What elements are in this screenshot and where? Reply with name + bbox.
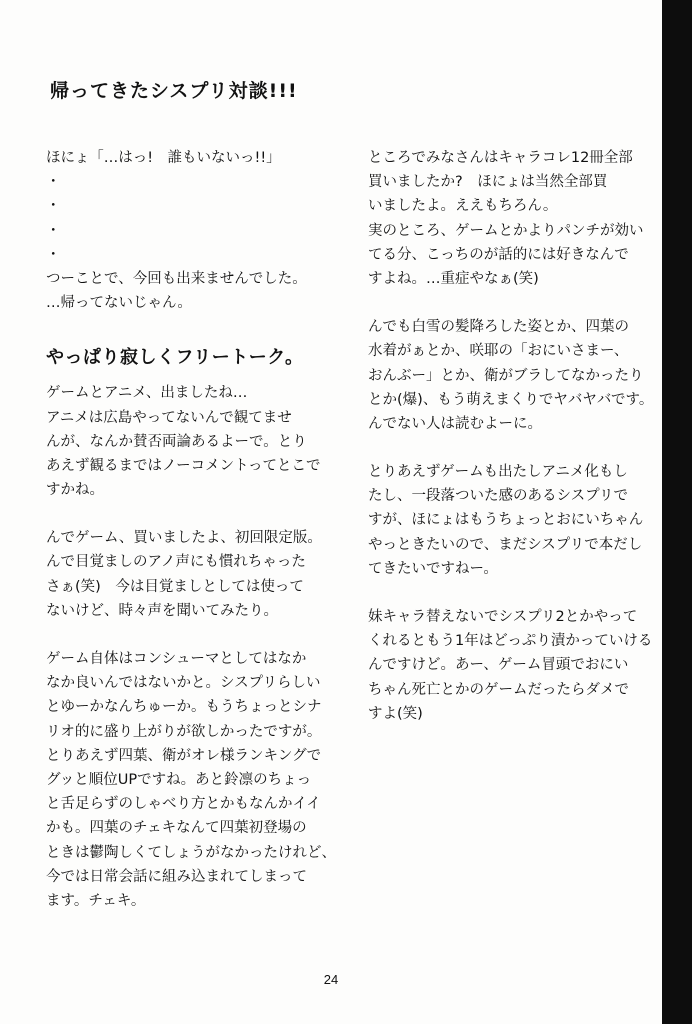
text-line: すよ(笑) xyxy=(368,705,423,722)
text-line: 水着がぁとか、咲耶の「おにいさまー、 xyxy=(368,343,629,360)
text-line: たし、一段落ついた感のあるシスプリで xyxy=(368,488,628,505)
left-column xyxy=(46,146,346,913)
text-line: 実のところ、ゲームとかよりパンチが効い xyxy=(368,222,644,239)
left-block-3 xyxy=(46,526,346,623)
text-line: ゲームとアニメ、出ましたね… xyxy=(46,385,248,402)
text-line: あえず観るまではノーコメントってとこで xyxy=(46,457,321,474)
left-block-2 xyxy=(46,381,346,502)
text-line: かも。四葉のチェキなんて四葉初登場の xyxy=(46,820,307,837)
text-line: おんぶー」とか、衛がブラしてなかったり xyxy=(368,367,644,384)
text-line: ところでみなさんはキャラコレ12冊全部 xyxy=(368,150,633,166)
text-line: ちゃん死亡とかのゲームだったらダメで xyxy=(368,681,629,698)
text-line: とゆーかなんちゅーか。もうちょっとシナ xyxy=(46,699,322,716)
spacer xyxy=(46,315,346,339)
text-line: 妹キャラ替えないでシスプリ2とかやって xyxy=(368,609,638,625)
page-number: 24 xyxy=(323,972,339,987)
text-line: 買いましたか? ほにょは当然全部買 xyxy=(368,174,608,191)
text-line: ないけど、時々声を聞いてみたり。 xyxy=(46,602,278,619)
text-line: くれるともう1年はどっぷり漬かっていける xyxy=(368,633,653,650)
text-line: つーことで、今回も出来ませんでした。 xyxy=(46,270,307,287)
spacer xyxy=(368,581,668,605)
text-line: とか(爆)、もう萌えまくりでヤバヤバです。 xyxy=(368,391,654,408)
right-block-1 xyxy=(368,146,668,291)
text-line: すかね。 xyxy=(46,482,104,499)
text-line: …帰ってないじゃん。 xyxy=(46,295,192,312)
text-line: てる分、こっちのが話的には好きなんで xyxy=(368,246,629,263)
text-line: んでない人は読むよーに。 xyxy=(368,415,542,432)
left-block-4 xyxy=(46,647,346,913)
article-title: 帰ってきたシスプリ対談!!! xyxy=(50,80,298,102)
text-line: ・ xyxy=(46,174,61,191)
text-line: すよね。…重症やなぁ(笑) xyxy=(368,270,539,287)
text-line: アニメは広島やってないんで観てませ xyxy=(46,409,292,426)
right-block-4 xyxy=(368,605,668,726)
spacer xyxy=(46,502,346,526)
text-line: 今では日常会話に組み込まれてしまって xyxy=(46,868,307,885)
spacer xyxy=(46,623,346,647)
text-line: さぁ(笑) 今は目覚ましとしては使って xyxy=(46,578,304,595)
text-line: やっときたいので、まだシスプリで本だし xyxy=(368,536,643,553)
text-line: リオ的に盛り上がりが欲しかったですが。 xyxy=(46,723,322,740)
text-line: てきたいですねー。 xyxy=(368,560,498,577)
text-line: ゲーム自体はコンシューマとしてはなか xyxy=(46,651,307,667)
right-column xyxy=(368,146,668,726)
text-line: グッと順位UPですね。あと鈴凛のちょっ xyxy=(46,771,312,788)
text-line: んでも白雪の髪降ろした姿とか、四葉の xyxy=(368,319,629,336)
text-line: んですけど。あー、ゲーム冒頭でおにい xyxy=(368,657,629,674)
text-line: んでゲーム、買いましたよ、初回限定版。 xyxy=(46,530,322,547)
text-line: ・ xyxy=(46,246,61,263)
left-block-1 xyxy=(46,146,346,315)
text-line: んで目覚ましのアノ声にも慣れちゃった xyxy=(46,554,306,571)
text-line: とりあえず四葉、衛がオレ様ランキングで xyxy=(46,747,322,764)
section-subheading: やっぱり寂しくフリートーク。 xyxy=(46,347,304,369)
text-line: ・ xyxy=(46,222,61,239)
text-line: ほにょ「…はっ! 誰もいないっ!!」 xyxy=(46,150,281,166)
right-block-2 xyxy=(368,315,668,436)
text-line: ます。チェキ。 xyxy=(46,892,146,909)
text-line: すが、ほにょはもうちょっとおにいちゃん xyxy=(368,512,644,529)
text-line: ・ xyxy=(46,198,61,215)
text-line: なか良いんではないかと。シスプリらしい xyxy=(46,675,321,692)
text-line: んが、なんか賛否両論あるよーで。とり xyxy=(46,433,307,450)
text-line: と舌足らずのしゃべり方とかもなんかイイ xyxy=(46,796,321,813)
text-line: いましたよ。ええもちろん。 xyxy=(368,198,558,215)
text-line: ときは鬱陶しくてしょうがなかったけれど、 xyxy=(46,844,336,861)
spacer xyxy=(368,436,668,460)
right-block-3 xyxy=(368,460,668,581)
text-line: とりあえずゲームも出たしアニメ化もし xyxy=(368,464,628,481)
spacer xyxy=(368,291,668,315)
